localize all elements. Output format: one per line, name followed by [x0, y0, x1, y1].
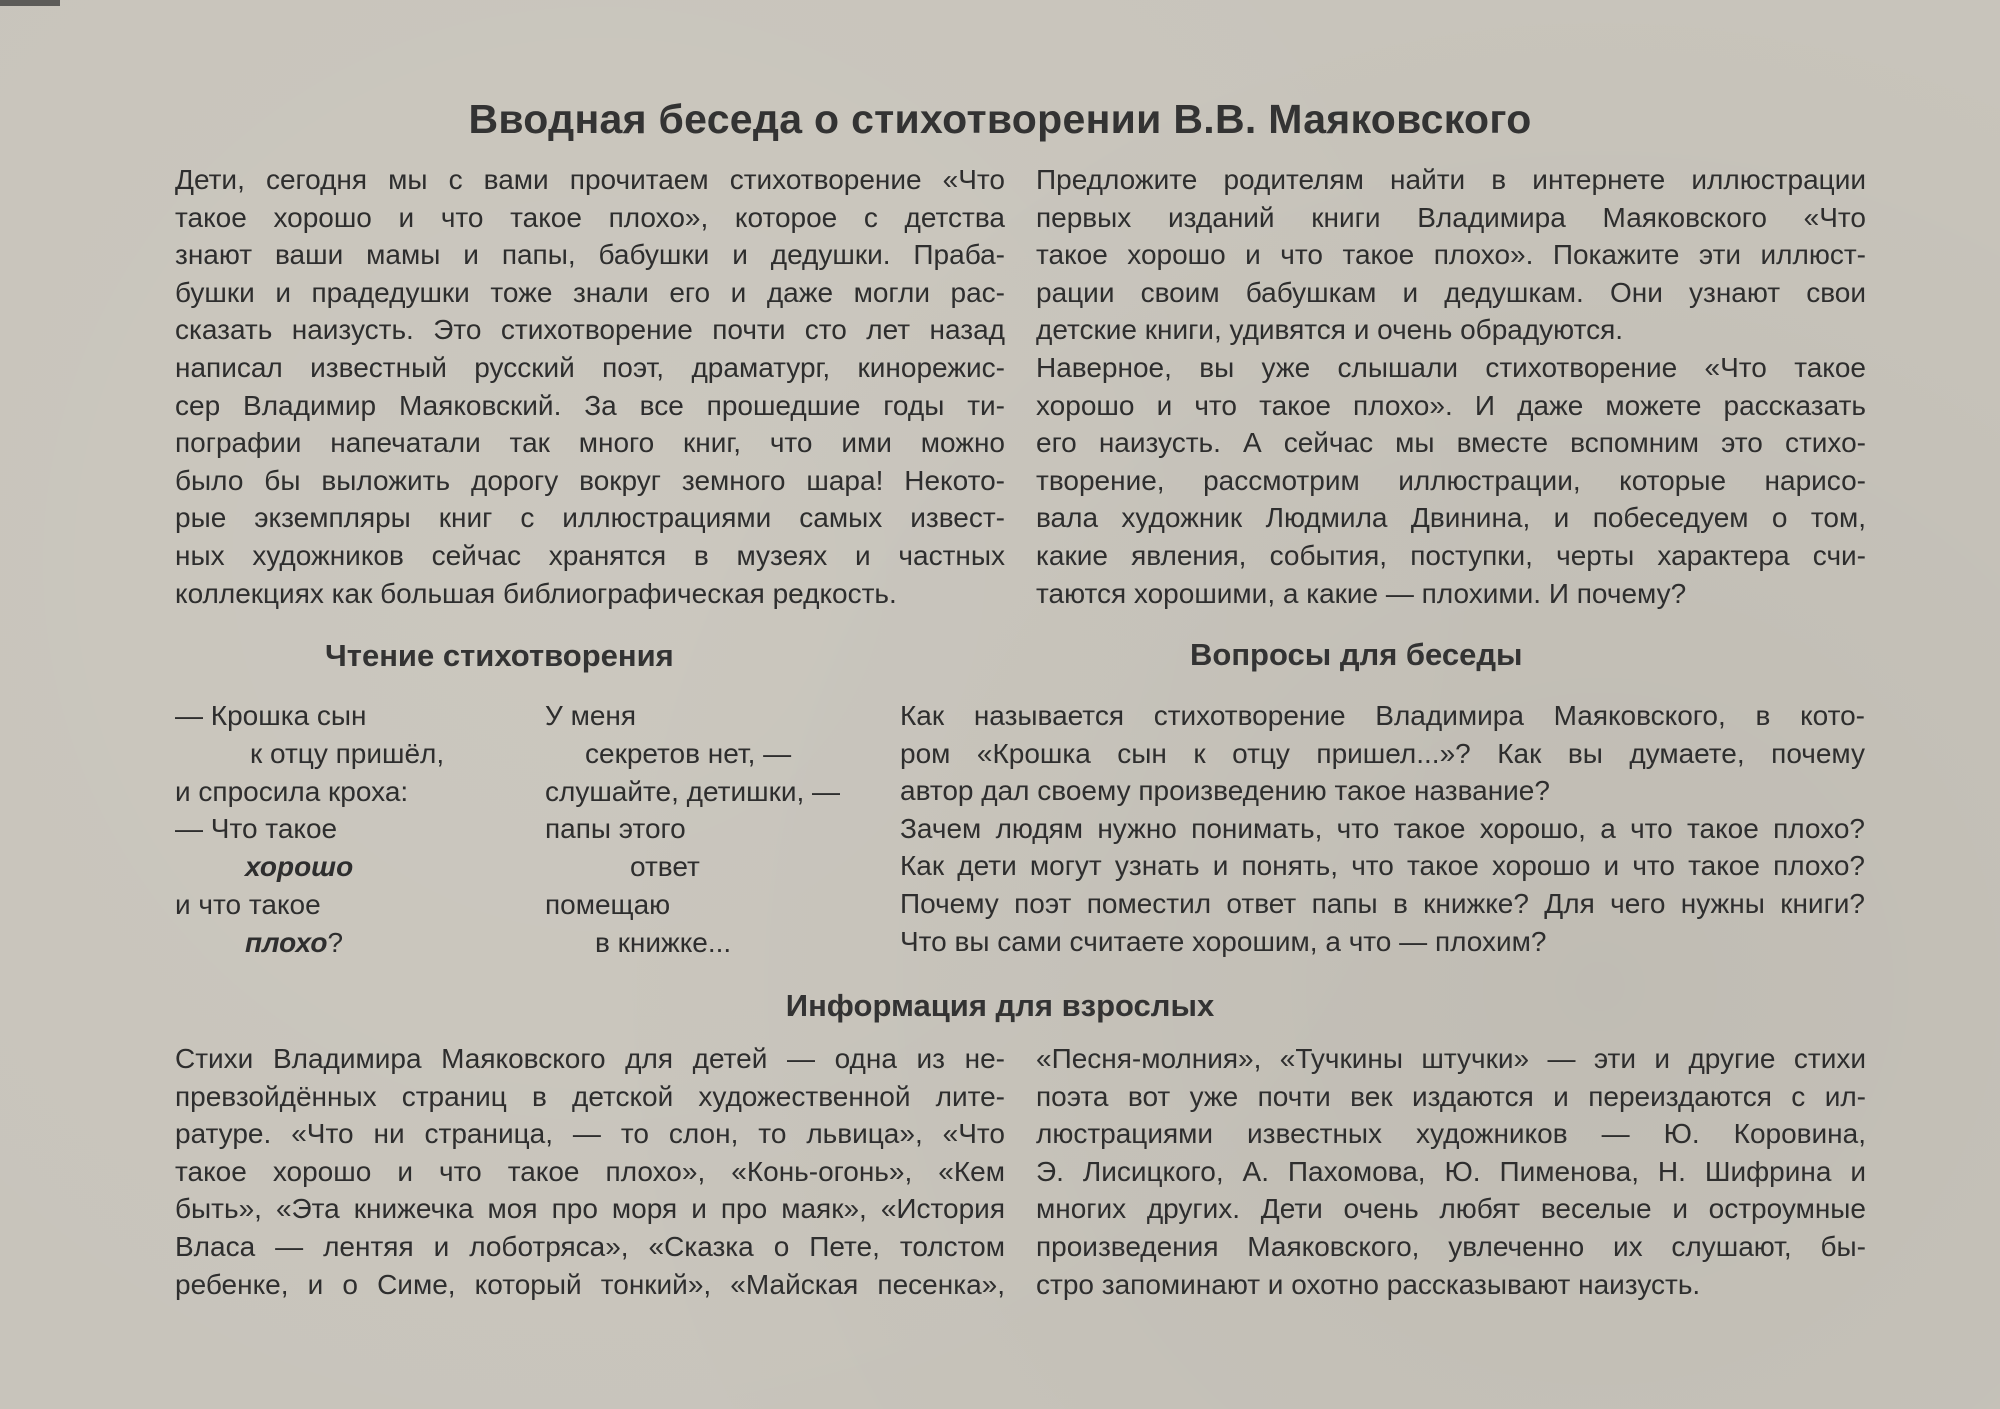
text-line: ребенке, и о Симе, который тонкий», «Майская песенка», [175, 1268, 1005, 1300]
text-line: детские книги, удивятся и очень обрадуются. [1036, 314, 1624, 346]
section-heading-info: Информация для взрослых [785, 988, 1215, 1023]
poem-line: помещаю [545, 888, 671, 920]
text-line: хорошо и что такое плохо». И даже можете рассказать [1036, 389, 1866, 421]
poem-left-column [175, 697, 515, 962]
poem-emphasis-word: плохо [245, 926, 328, 958]
text-line: первых изданий книги Владимира Маяковского «Что [1036, 201, 1866, 233]
info-right-column [1036, 1040, 1866, 1303]
text-line: Стихи Владимира Маяковского для детей — одна из не- [175, 1043, 1005, 1074]
section-heading-questions: Вопросы для беседы [1190, 637, 1523, 672]
text-line: таются хорошими, а какие — плохими. И почему? [1036, 577, 1687, 609]
text-line: творение, рассмотрим иллюстрации, которые нарисо- [1036, 464, 1866, 496]
text-line: «Песня-молния», «Тучкины штучки» — эти и другие стихи [1036, 1043, 1866, 1074]
text-line: такое хорошо и что такое плохо». Покажите эти иллюст- [1036, 239, 1866, 271]
text-line: сер Владимир Маяковский. За все прошедшие годы ти- [175, 389, 1005, 421]
text-line: рации своим бабушкам и дедушкам. Они узнают свои [1036, 276, 1866, 308]
text-line: ратуре. «Что ни страница, — то слон, то львица», «Что [175, 1118, 1005, 1150]
text-line: сказать наизусть. Это стихотворение почти сто лет назад [175, 314, 1005, 346]
text-line: знают ваши мамы и папы, бабушки и дедушки. Праба- [175, 239, 1005, 271]
text-line: коллекциях как большая библиографическая редкость. [175, 577, 897, 609]
text-line: стро запоминают и охотно рассказывают наизусть. [1036, 1268, 1701, 1300]
poem-line: папы этого [545, 813, 686, 845]
question-line: Как дети могут узнать и понять, что такое хорошо и что такое плохо? [900, 850, 1865, 882]
text-line: Власа — лентяя и лоботряса», «Сказка о Пете, толстом [175, 1230, 1005, 1262]
section-heading-reading: Чтение стихотворения [325, 638, 674, 673]
question-line: Как называется стихотворение Владимира Маяковского, в кото- [900, 700, 1865, 731]
text-line: такое хорошо и что такое плохо», которое с детства [175, 201, 1005, 233]
text-line: ных художников сейчас хранятся в музеях и частных [175, 539, 1005, 571]
question-line: автор дал своему произведению такое название? [900, 775, 1550, 807]
question-line: Почему поэт поместил ответ папы в книжке? Для чего нужны книги? [900, 887, 1865, 919]
text-line: было бы выложить дорогу вокруг земного шара! Некото- [175, 464, 1005, 496]
text-line: пографии напечатали так много книг, что ими можно [175, 427, 1005, 459]
text-line: Э. Лисицкого, А. Пахомова, Ю. Пименова, Н. Шифрина и [1036, 1155, 1866, 1187]
poem-punctuation: ? [327, 926, 344, 958]
text-line: бушки и прадедушки тоже знали его и даже могли рас- [175, 276, 1005, 308]
text-line: произведения Маяковского, увлеченно их слушают, бы- [1036, 1230, 1866, 1262]
poem-line: и спросила кроха: [175, 775, 409, 807]
question-line: Что вы сами считаете хорошим, а что — плохим? [900, 925, 1547, 957]
text-line: быть», «Эта книжечка моя про моря и про маяк», «История [175, 1193, 1005, 1225]
page-title: Вводная беседа о стихотворении В.В. Маяковского [468, 96, 1532, 142]
text-line: какие явления, события, поступки, черты характера счи- [1036, 539, 1866, 571]
text-line: вала художник Людмила Двинина, и побеседуем о том, [1036, 502, 1866, 534]
intro-right-column [1036, 161, 1866, 612]
poem-line: секретов нет, — [585, 737, 792, 769]
text-line: люстрациями известных художников — Ю. Коровина, [1036, 1118, 1866, 1150]
poem-line: слушайте, детишки, — [545, 775, 841, 807]
poem-line: У меня [545, 700, 637, 731]
corner-mark [0, 0, 60, 6]
text-line: поэта вот уже почти век издаются и переиздаются с ил- [1036, 1080, 1866, 1112]
poem-line: — Что такое [175, 813, 338, 845]
question-line: ром «Крошка сын к отцу пришел...»? Как вы думаете, почему [900, 737, 1865, 769]
info-left-column [175, 1040, 1005, 1303]
intro-left-column [175, 161, 1005, 612]
question-line: Зачем людям нужно понимать, что такое хорошо, а что такое плохо? [900, 812, 1865, 844]
poem-line: — Крошка сын [175, 700, 367, 731]
poem-line: в книжке... [595, 926, 732, 958]
poem-line: к отцу пришёл, [250, 737, 445, 769]
text-line: написал известный русский поэт, драматург, кинорежис- [175, 351, 1005, 383]
questions-column [900, 697, 1865, 960]
text-line: Дети, сегодня мы с вами прочитаем стихотворение «Что [175, 164, 1005, 195]
poem-line [175, 924, 515, 962]
text-line: многих других. Дети очень любят веселые и остроумные [1036, 1193, 1866, 1225]
poem-middle-column [545, 697, 905, 962]
poem-line: и что такое [175, 888, 321, 920]
text-line: Предложите родителям найти в интернете иллюстрации [1036, 164, 1866, 195]
text-line: рые экземпляры книг с иллюстрациями самых извест- [175, 502, 1005, 534]
poem-line-emphasis: хорошо [245, 851, 354, 883]
text-line: такое хорошо и что такое плохо», «Конь-огонь», «Кем [175, 1155, 1005, 1187]
text-line: его наизусть. А сейчас мы вместе вспомним это стихо- [1036, 427, 1866, 459]
text-line: Наверное, вы уже слышали стихотворение «Что такое [1036, 351, 1866, 383]
text-line: превзойдённых страниц в детской художественной лите- [175, 1080, 1005, 1112]
poem-line: ответ [630, 851, 700, 883]
